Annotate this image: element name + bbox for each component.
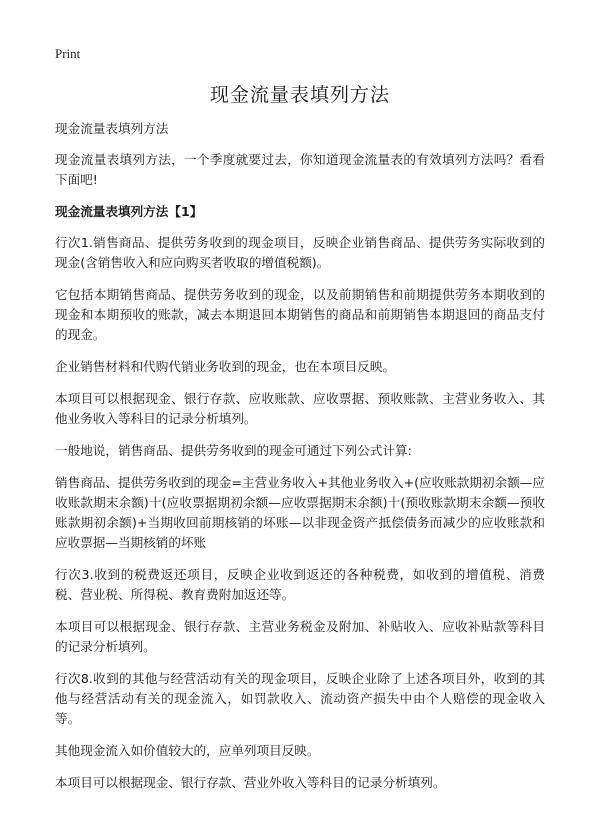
print-link[interactable]: Print [55,46,81,61]
paragraph: 行次3.收到的税费返还项目，反映企业收到返还的各种税费，如收到的增值税、消费税、营业税、所得税、教育费附加返还等。 [55,567,545,602]
article-body [55,119,545,805]
paragraph: 一般地说，销售商品、提供劳务收到的现金可通过下列公式计算: [55,443,412,458]
intro-paragraph: 现金流量表填列方法，一个季度就要过去，你知道现金流量表的有效填列方法吗？看看下面吧! [55,152,545,187]
section-heading: 现金流量表填列方法【1】 [55,204,203,219]
paragraph: 本项目可以根据现金、银行存款、营业外收入等科目的记录分析填列。 [55,775,446,790]
paragraph: 行次1.销售商品、提供劳务收到的现金项目，反映企业销售商品、提供劳务实际收到的现金(含销售收入和应向购买者收取的增值税额)。 [55,235,545,270]
paragraph: 本项目可以根据现金、银行存款、应收账款、应收票据、预收账款、主营业务收入、其他业务收入等科目的记录分析填列。 [55,391,545,426]
paragraph: 行次8.收到的其他与经营活动有关的现金项目，反映企业除了上述各项目外，收到的其他与经营活动有关的现金流入，如罚款收入、流动资产损失中由个人赔偿的现金收入等。 [55,671,545,726]
paragraph: 它包括本期销售商品、提供劳务收到的现金，以及前期销售和前期提供劳务本期收到的现金和本期预收的账款，减去本期退回本期销售的商品和前期销售本期退回的商品支付的现金。 [55,287,545,342]
formula-paragraph: 销售商品、提供劳务收到的现金=主营业务收入+其他业务收入+(应收账款期初余额—应收账款期末余额)十(应收票据期初余额—应收票据期末余额)十(预收账款期末余额—预收账款期初余额)+当期收回前期核销的坏账—以非现金资产抵偿债务而减少的应收账款和应收票据—当期核销的坏账 [55,475,545,550]
subtitle: 现金流量表填列方法 [55,121,169,136]
paragraph: 其他现金流入如价值较大的，应单列项目反映。 [55,743,320,758]
page-title: 现金流量表填列方法 [209,84,390,106]
paragraph: 企业销售材料和代购代销业务收到的现金，也在本项目反映。 [55,359,396,374]
paragraph: 本项目可以根据现金、银行存款、主营业务税金及附加、补贴收入、应收补贴款等科目的记录分析填列。 [55,619,545,654]
